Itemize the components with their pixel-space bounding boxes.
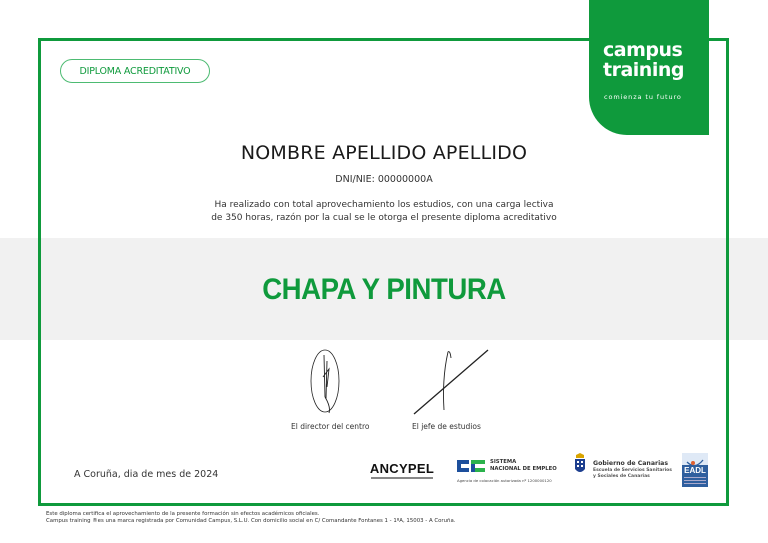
certificate-description xyxy=(0,199,768,224)
description-line-1: Ha realizado con total aprovechamiento los estudios, con una carga lectiva xyxy=(214,200,554,210)
logo-line-2: training xyxy=(603,59,684,81)
canarias-line-1: Escuela de Servicios Sanitarios xyxy=(593,468,672,473)
sne-line-1: SISTEMA xyxy=(490,459,517,465)
campus-training-logo xyxy=(589,0,709,135)
head-of-studies-signature-icon xyxy=(410,348,492,418)
recipient-name: NOMBRE APELLIDO APELLIDO xyxy=(240,142,528,164)
ancypel-subline xyxy=(371,477,433,479)
place-date: A Coruña, dia de mes de 2024 xyxy=(74,469,219,480)
logo-line-1: campus xyxy=(603,39,683,61)
eadl-logo xyxy=(682,453,708,487)
course-title: CHAPA Y PINTURA xyxy=(262,273,506,306)
logo-tagline: comienza tu futuro xyxy=(604,93,682,101)
eadl-subtext xyxy=(684,477,706,478)
canarias-crest-icon xyxy=(573,453,587,475)
diploma-badge: DIPLOMA ACREDITATIVO xyxy=(60,59,210,83)
footer-line-2: Campus training ®es una marca registrada por Comunidad Campus, S.L.U. Con domicilio social en C/ Comandante Fontanes 1 - 1ºA, 15003 - A Coruña. xyxy=(46,518,456,524)
recipient-dni: DNI/NIE: 00000000A xyxy=(335,174,433,185)
canarias-title: Gobierno de Canarias xyxy=(593,460,669,467)
head-of-studies-label: El jefe de estudios xyxy=(412,422,481,431)
ancypel-text: ANCYPEL xyxy=(369,461,435,476)
footer-line-1: Este diploma certifica el aprovechamiento de la presente formación sin efectos académicos oficiales. xyxy=(46,511,320,517)
director-signature-icon xyxy=(305,347,345,419)
description-line-2: de 350 horas, razón por la cual se le otorga el presente diploma acreditativo xyxy=(211,212,557,223)
canarias-line-2: y Sociales de Canarias xyxy=(593,474,650,479)
sne-subtitle: Agencia de colocación autorizada nº 1200000120 xyxy=(457,478,552,483)
ancypel-logo xyxy=(367,461,437,480)
canarias-subtitle xyxy=(593,468,672,480)
eadl-emblem xyxy=(682,453,708,465)
sne-line-2: NACIONAL DE EMPLEO xyxy=(490,466,557,472)
eadl-text: EADL xyxy=(684,466,706,475)
director-label: El director del centro xyxy=(291,422,370,431)
sne-mark-icon xyxy=(457,460,485,472)
footer-legal xyxy=(46,511,455,525)
sne-text xyxy=(490,459,557,473)
